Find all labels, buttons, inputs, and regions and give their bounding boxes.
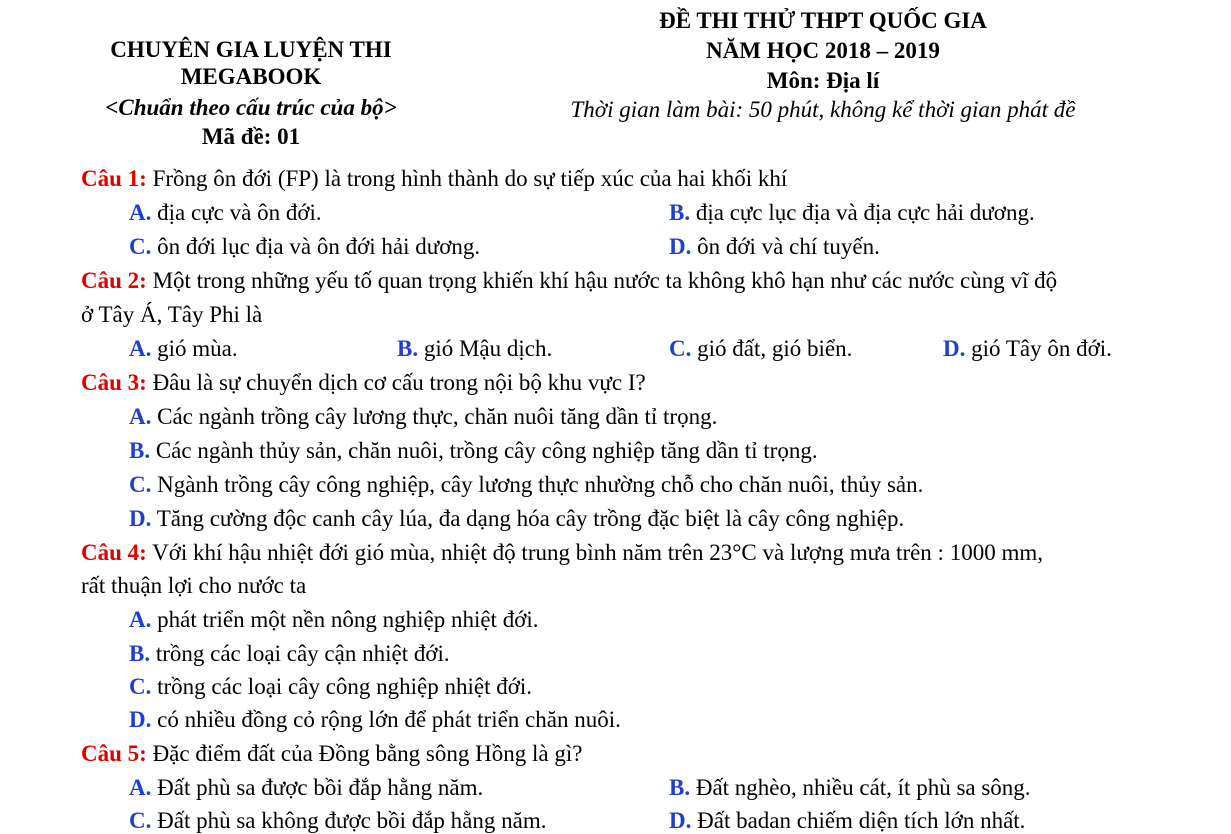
option-letter: C.	[129, 234, 152, 259]
organization-name: CHUYÊN GIA LUYỆN THI	[110, 37, 392, 62]
option-text: trồng các loại cây công nghiệp nhiệt đới.	[151, 674, 533, 699]
option-text: phát triển một nền nông nghiệp nhiệt đới.	[151, 607, 539, 632]
option-text: Các ngành trồng cây lương thực, chăn nuôi tăng dần tỉ trọng.	[151, 404, 718, 429]
option-letter: C.	[669, 336, 692, 361]
option-letter: A.	[129, 775, 152, 800]
question-2	[81, 268, 1057, 294]
question-4	[81, 540, 1043, 566]
option-letter: A.	[129, 404, 152, 429]
option-letter: A.	[129, 607, 152, 632]
question-text: Đặc điểm đất của Đồng bằng sông Hồng là gì?	[146, 741, 583, 766]
option-text: Đất nghèo, nhiều cát, ít phù sa sông.	[690, 775, 1031, 800]
option-letter: D.	[669, 808, 692, 833]
exam-code: Mã đề: 01	[201, 124, 301, 149]
option-5c[interactable]	[129, 808, 547, 834]
option-letter: B.	[129, 641, 151, 666]
question-text: Với khí hậu nhiệt đới gió mùa, nhiệt độ trung bình năm trên 23°C và lượng mưa trên : 1000 mm,	[146, 540, 1043, 565]
question-text: Một trong những yếu tố quan trọng khiến khí hậu nước ta không khô hạn như các nước cùng vĩ độ	[146, 268, 1058, 293]
option-text: ôn đới và chí tuyến.	[691, 234, 880, 259]
question-text: Đâu là sự chuyển dịch cơ cấu trong nội bộ khu vực I?	[146, 370, 646, 395]
time-limit: Thời gian làm bài: 50 phút, không kể thời gian phát đề	[570, 97, 1076, 122]
option-3a[interactable]	[129, 404, 717, 430]
subject: Môn: Địa lí	[766, 68, 880, 93]
option-2d[interactable]	[943, 336, 1112, 362]
option-1d[interactable]	[669, 234, 880, 260]
option-letter: C.	[129, 808, 152, 833]
option-4c[interactable]	[129, 674, 532, 700]
organization-brand: MEGABOOK	[180, 64, 322, 89]
option-5a[interactable]	[129, 775, 483, 801]
option-text: Đất phù sa được bồi đắp hằng năm.	[151, 775, 484, 800]
structure-note: <Chuẩn theo cấu trúc của bộ>	[105, 95, 397, 120]
option-text: Các ngành thủy sản, chăn nuôi, trồng cây công nghiệp tăng dần tỉ trọng.	[150, 438, 818, 463]
option-1b[interactable]	[669, 200, 1035, 226]
option-3d[interactable]	[129, 506, 904, 532]
question-number: Câu 4:	[81, 540, 147, 565]
option-letter: B.	[129, 438, 151, 463]
option-text: địa cực và ôn đới.	[151, 200, 322, 225]
option-2c[interactable]	[669, 336, 852, 362]
option-letter: D.	[129, 506, 152, 531]
option-5d[interactable]	[669, 808, 1025, 834]
option-letter: C.	[129, 472, 152, 497]
option-2b[interactable]	[397, 336, 552, 362]
option-letter: B.	[397, 336, 419, 361]
exam-title: ĐỀ THI THỬ THPT QUỐC GIA	[659, 8, 987, 33]
question-1	[81, 166, 787, 192]
option-text: gió đất, gió biển.	[691, 336, 853, 361]
option-text: trồng các loại cây cận nhiệt đới.	[150, 641, 450, 666]
option-1a[interactable]	[129, 200, 322, 226]
question-4-continuation: rất thuận lợi cho nước ta	[81, 573, 307, 598]
option-text: Đất phù sa không được bồi đắp hằng năm.	[151, 808, 547, 833]
option-text: gió Tây ôn đới.	[965, 336, 1112, 361]
option-3b[interactable]	[129, 438, 818, 464]
option-2a[interactable]	[129, 336, 238, 362]
option-letter: B.	[669, 775, 691, 800]
question-2-continuation: ở Tây Á, Tây Phi là	[81, 302, 263, 327]
option-text: địa cực lục địa và địa cực hải dương.	[690, 200, 1035, 225]
option-3c[interactable]	[129, 472, 923, 498]
option-4d[interactable]	[129, 707, 621, 733]
option-letter: A.	[129, 336, 152, 361]
option-4b[interactable]	[129, 641, 450, 667]
question-number: Câu 1:	[81, 166, 147, 191]
option-text: Tăng cường độc canh cây lúa, đa dạng hóa cây trồng đặc biệt là cây công nghiệp.	[151, 506, 905, 531]
question-number: Câu 2:	[81, 268, 147, 293]
option-text: có nhiều đồng cỏ rộng lớn để phát triển chăn nuôi.	[151, 707, 621, 732]
option-letter: D.	[129, 707, 152, 732]
option-text: gió Mậu dịch.	[418, 336, 553, 361]
question-3	[81, 370, 646, 396]
option-text: gió mùa.	[151, 336, 238, 361]
question-number: Câu 5:	[81, 741, 147, 766]
question-text: Frồng ôn đới (FP) là trong hình thành do sự tiếp xúc của hai khối khí	[146, 166, 788, 191]
option-text: Đất badan chiếm diện tích lớn nhất.	[691, 808, 1026, 833]
option-1c[interactable]	[129, 234, 480, 260]
school-year: NĂM HỌC 2018 – 2019	[706, 38, 940, 63]
option-letter: C.	[129, 674, 152, 699]
option-letter: B.	[669, 200, 691, 225]
option-4a[interactable]	[129, 607, 539, 633]
question-5	[81, 741, 582, 767]
option-letter: D.	[943, 336, 966, 361]
option-letter: D.	[669, 234, 692, 259]
option-letter: A.	[129, 200, 152, 225]
question-number: Câu 3:	[81, 370, 147, 395]
option-5b[interactable]	[669, 775, 1031, 801]
option-text: ôn đới lục địa và ôn đới hải dương.	[151, 234, 481, 259]
option-text: Ngành trồng cây công nghiệp, cây lương thực nhường chỗ cho chăn nuôi, thủy sản.	[151, 472, 924, 497]
